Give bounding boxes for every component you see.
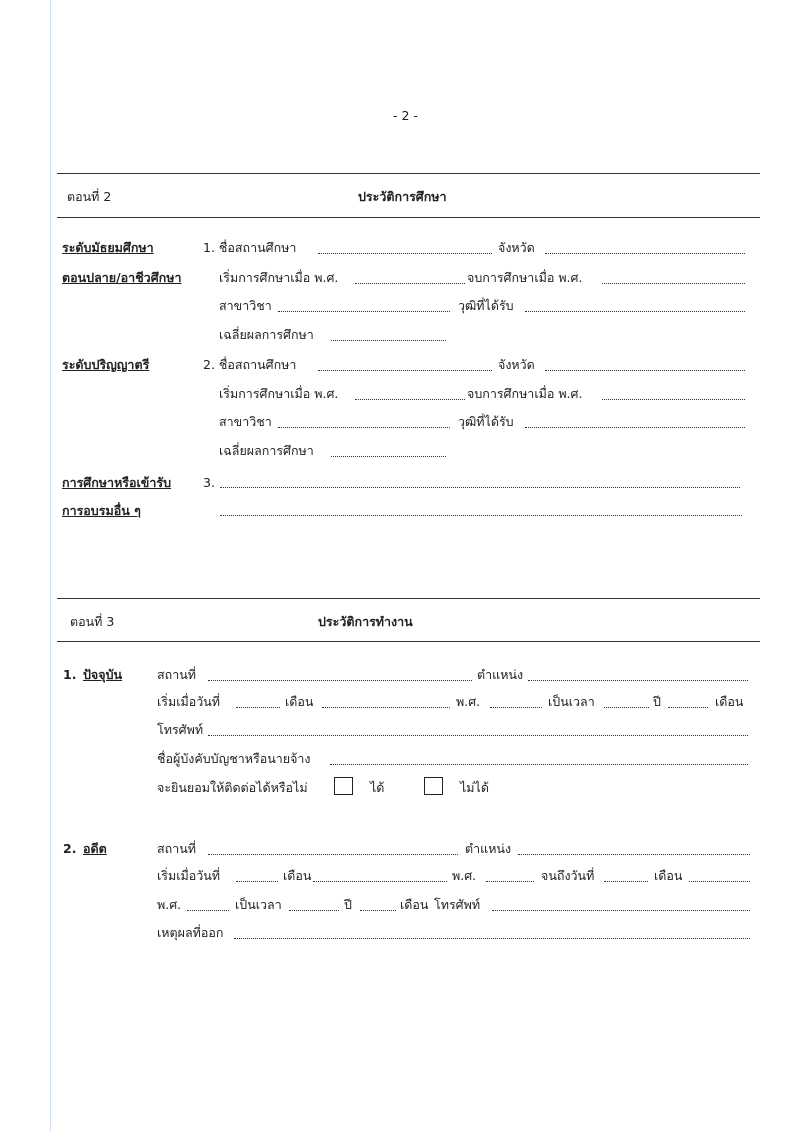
secondary-major-label: สาขาวิชา bbox=[219, 298, 272, 313]
secondary-gpa-label: เฉลี่ยผลการศึกษา bbox=[219, 327, 314, 342]
section2-top-rule bbox=[57, 173, 760, 174]
current-year-field[interactable] bbox=[490, 707, 542, 708]
past-months-unit: เดือน bbox=[400, 897, 429, 912]
bachelor-start-field[interactable] bbox=[355, 399, 465, 400]
secondary-gpa-field[interactable] bbox=[331, 340, 446, 341]
past-end-month-field[interactable] bbox=[689, 881, 750, 882]
training-number: 3. bbox=[203, 475, 215, 490]
past-duration-months-field[interactable] bbox=[360, 910, 396, 911]
current-place-label: สถานที่ bbox=[157, 667, 197, 682]
current-month-label: เดือน bbox=[285, 694, 314, 709]
current-duration-months-field[interactable] bbox=[668, 707, 708, 708]
past-month-label: เดือน bbox=[283, 868, 312, 883]
secondary-start-label: เริ่มการศึกษาเมื่อ พ.ศ. bbox=[219, 270, 339, 285]
past-end-day-field[interactable] bbox=[604, 881, 648, 882]
past-phone-field[interactable] bbox=[492, 910, 750, 911]
current-start-date-label: เริ่มเมื่อวันที่ bbox=[157, 694, 221, 709]
training-heading-1: การศึกษาหรือเข้ารับ bbox=[62, 475, 172, 490]
current-place-field[interactable] bbox=[208, 680, 472, 681]
current-supervisor-label: ชื่อผู้บังคับบัญชาหรือนายจ้าง bbox=[157, 751, 311, 766]
consent-yes-checkbox[interactable] bbox=[334, 777, 353, 795]
training-heading-2: การอบรมอื่น ๆ bbox=[62, 503, 141, 518]
past-start-date-label: เริ่มเมื่อวันที่ bbox=[157, 868, 221, 883]
secondary-degree-field[interactable] bbox=[525, 311, 745, 312]
past-start-day-field[interactable] bbox=[236, 881, 278, 882]
secondary-province-label: จังหวัด bbox=[498, 240, 535, 255]
past-place-label: สถานที่ bbox=[157, 841, 197, 856]
bachelor-gpa-field[interactable] bbox=[331, 456, 446, 457]
bachelor-gpa-label: เฉลี่ยผลการศึกษา bbox=[219, 443, 314, 458]
secondary-school-label: 1. ชื่อสถานศึกษา bbox=[203, 240, 297, 255]
bachelor-school-label: 2. ชื่อสถานศึกษา bbox=[203, 357, 297, 372]
bachelor-heading: ระดับปริญญาตรี bbox=[62, 357, 150, 372]
bachelor-degree-field[interactable] bbox=[525, 427, 745, 428]
past-end-year-field[interactable] bbox=[187, 910, 229, 911]
page-number: - 2 - bbox=[393, 108, 418, 123]
secondary-province-field[interactable] bbox=[545, 253, 745, 254]
past-heading: อดีต bbox=[83, 841, 107, 856]
past-position-label: ตำแหน่ง bbox=[465, 841, 512, 856]
current-position-field[interactable] bbox=[528, 680, 748, 681]
bachelor-major-label: สาขาวิชา bbox=[219, 414, 272, 429]
bachelor-school-field[interactable] bbox=[318, 370, 492, 371]
bachelor-degree-label: วุฒิที่ได้รับ bbox=[458, 414, 514, 429]
past-month-field[interactable] bbox=[313, 881, 447, 882]
section3-label: ตอนที่ 3 bbox=[70, 614, 115, 629]
training-field-2[interactable] bbox=[220, 515, 742, 516]
consent-yes-label: ได้ bbox=[370, 780, 385, 795]
current-number: 1. bbox=[63, 667, 77, 682]
section2-bottom-rule bbox=[57, 217, 760, 218]
margin-line bbox=[50, 0, 51, 1131]
current-phone-label: โทรศัพท์ bbox=[157, 722, 204, 737]
past-duration-years-field[interactable] bbox=[289, 910, 339, 911]
past-end-year-label: พ.ศ. bbox=[157, 897, 182, 912]
bachelor-major-field[interactable] bbox=[278, 427, 450, 428]
current-phone-field[interactable] bbox=[208, 735, 748, 736]
past-duration-label: เป็นเวลา bbox=[235, 897, 282, 912]
past-reason-label: เหตุผลที่ออก bbox=[157, 925, 224, 940]
secondary-heading-1: ระดับมัธยมศึกษา bbox=[62, 240, 154, 255]
section2-title: ประวัติการศึกษา bbox=[358, 189, 447, 204]
bachelor-end-field[interactable] bbox=[602, 399, 745, 400]
current-start-day-field[interactable] bbox=[236, 707, 280, 708]
past-reason-field[interactable] bbox=[234, 938, 750, 939]
section3-bottom-rule bbox=[57, 641, 760, 642]
secondary-end-label: จบการศึกษาเมื่อ พ.ศ. bbox=[467, 270, 583, 285]
past-number: 2. bbox=[63, 841, 77, 856]
current-heading: ปัจจุบัน bbox=[83, 667, 123, 682]
secondary-start-field[interactable] bbox=[355, 283, 465, 284]
past-end-month-label: เดือน bbox=[654, 868, 683, 883]
past-phone-label: โทรศัพท์ bbox=[434, 897, 481, 912]
current-position-label: ตำแหน่ง bbox=[477, 667, 524, 682]
secondary-major-field[interactable] bbox=[278, 311, 450, 312]
past-years-unit: ปี bbox=[344, 897, 352, 912]
secondary-school-field[interactable] bbox=[318, 253, 492, 254]
current-duration-years-field[interactable] bbox=[604, 707, 649, 708]
section3-title: ประวัติการทำงาน bbox=[318, 614, 413, 629]
past-place-field[interactable] bbox=[208, 854, 458, 855]
bachelor-end-label: จบการศึกษาเมื่อ พ.ศ. bbox=[467, 386, 583, 401]
training-field-1[interactable] bbox=[220, 487, 740, 488]
consent-no-checkbox[interactable] bbox=[424, 777, 443, 795]
section3-top-rule bbox=[57, 598, 760, 599]
secondary-heading-2: ตอนปลาย/อาชีวศึกษา bbox=[62, 270, 182, 285]
current-consent-label: จะยินยอมให้ติดต่อได้หรือไม่ bbox=[157, 780, 308, 795]
bachelor-province-label: จังหวัด bbox=[498, 357, 535, 372]
secondary-end-field[interactable] bbox=[602, 283, 745, 284]
current-duration-label: เป็นเวลา bbox=[548, 694, 595, 709]
section2-label: ตอนที่ 2 bbox=[67, 189, 112, 204]
secondary-degree-label: วุฒิที่ได้รับ bbox=[458, 298, 514, 313]
current-months-unit: เดือน bbox=[715, 694, 744, 709]
current-years-unit: ปี bbox=[653, 694, 661, 709]
bachelor-province-field[interactable] bbox=[545, 370, 745, 371]
past-position-field[interactable] bbox=[518, 854, 750, 855]
consent-no-label: ไม่ได้ bbox=[460, 780, 489, 795]
past-end-date-label: จนถึงวันที่ bbox=[541, 868, 595, 883]
past-year-field[interactable] bbox=[486, 881, 534, 882]
current-month-field[interactable] bbox=[322, 707, 450, 708]
past-year-label: พ.ศ. bbox=[452, 868, 477, 883]
bachelor-start-label: เริ่มการศึกษาเมื่อ พ.ศ. bbox=[219, 386, 339, 401]
current-year-label: พ.ศ. bbox=[456, 694, 481, 709]
current-supervisor-field[interactable] bbox=[330, 764, 748, 765]
